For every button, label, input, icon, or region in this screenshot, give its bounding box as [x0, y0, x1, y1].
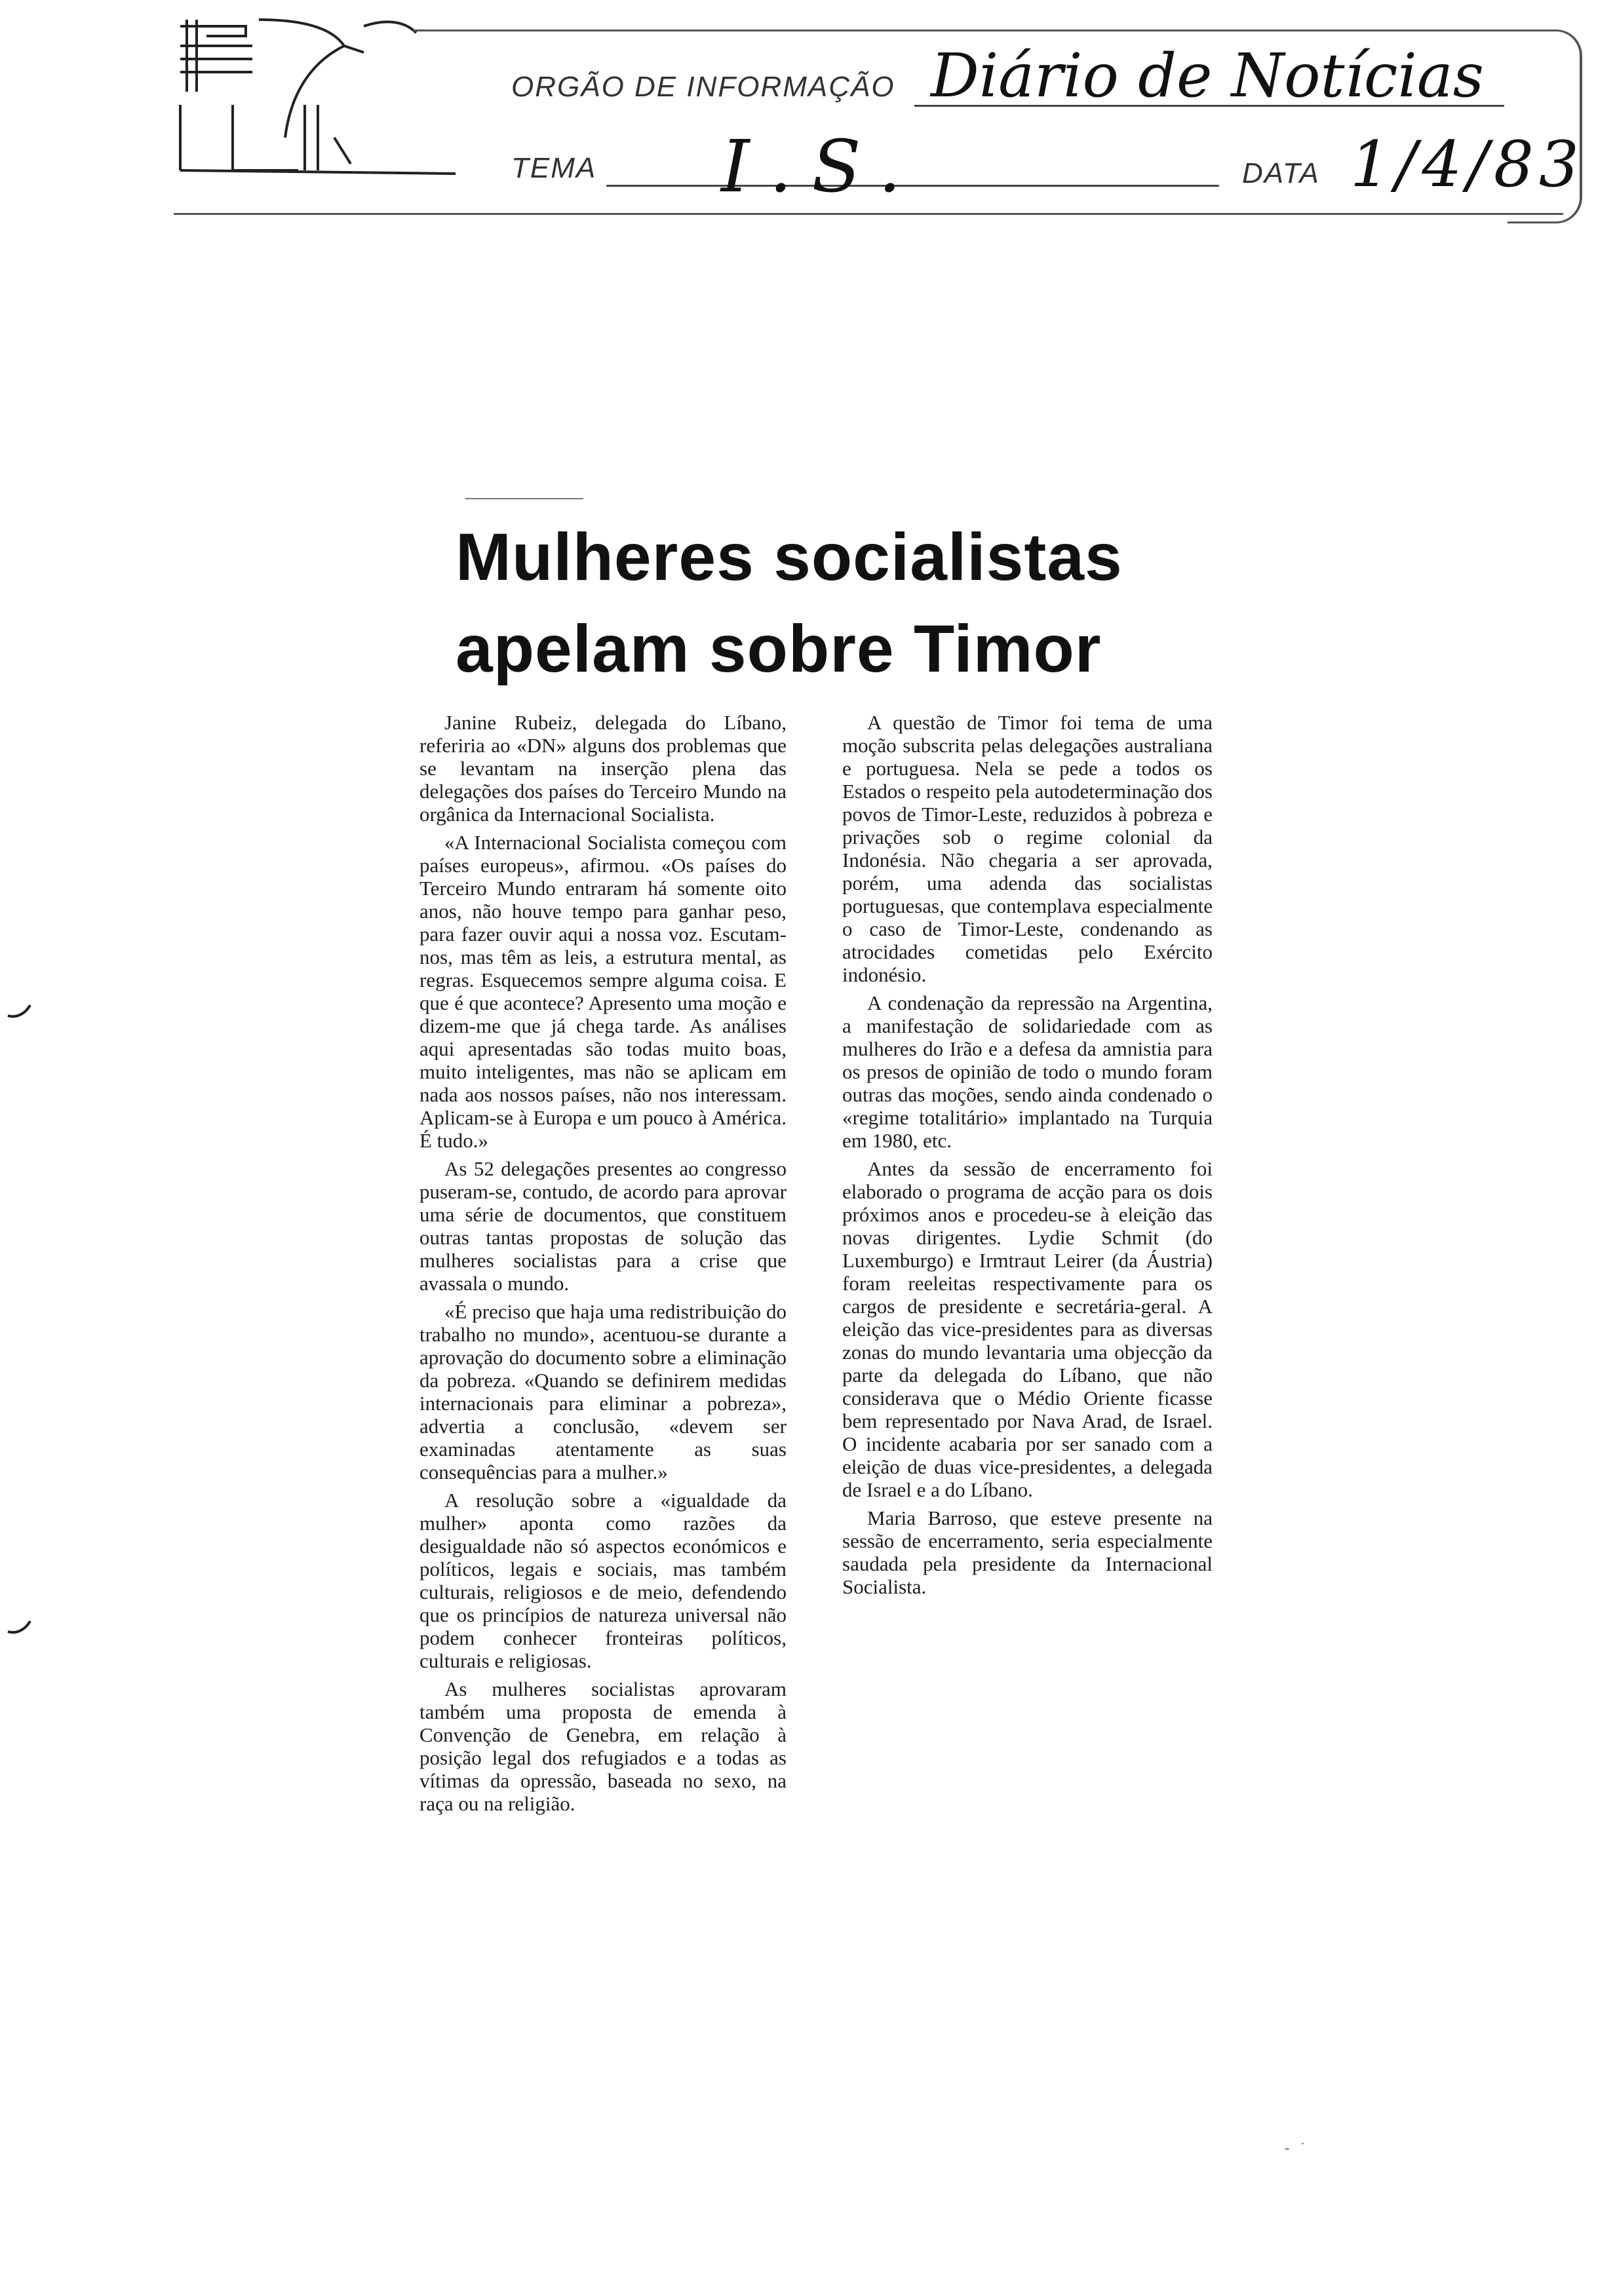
- headline-line-1: Mulheres socialistas: [456, 520, 1123, 594]
- tema-value: I.S.: [721, 124, 921, 208]
- paragraph: A condenação da repressão na Argentina, a manifestação de solidariedade com as mulheres do Irão e a defesa da amnistia para os presos de opinião de todo o mundo foram outras das moções, sendo ainda condenado o «regime totalitário» implantado na Turquia em 1980, etc.: [842, 991, 1213, 1152]
- data-value: 1/4/83: [1350, 128, 1584, 201]
- orgao-value: Diário de Notícias: [931, 41, 1484, 111]
- binder-mark-icon: [7, 1618, 33, 1637]
- scan-specks: - ˙: [1285, 2139, 1306, 2156]
- form-frame: [1508, 29, 1582, 223]
- paragraph: Maria Barroso, que esteve presente na sessão de encerramento, seria especialmente saudada pela presidente da Internacional Socialista.: [842, 1506, 1213, 1598]
- article-column-right: [842, 711, 1213, 1603]
- paragraph: Antes da sessão de encerramento foi elaborado o programa de acção para os dois próximos anos e procedeu-se à eleição das novas dirigentes. Lydie Schmit (do Luxemburgo) e Irmtraut Leirer (da Áustria) foram reeleitas respectivamente para os cargos de presidente e secretária-geral. A eleição das vice-presidentes para as diversas zonas do mundo levantaria uma objecção da parte da delegada do Líbano, que não considerava que o Médio Oriente ficasse bem representado por Nava Arad, de Israel. O incidente acabaria por ser sanado com a eleição de duas vice-presidentes, a delegada de Israel e a do Líbano.: [842, 1157, 1213, 1501]
- paragraph: A resolução sobre a «igualdade da mulher» aponta como razões da desigualdade não só aspectos económicos e políticos, legais e sociais, mas também culturais, religiosos e de meio, defendendo que os princípios de natureza universal não podem conhecer fronteiras políticos, culturais e religiosas.: [419, 1489, 787, 1672]
- data-label: DATA: [1242, 157, 1320, 189]
- tema-label: TEMA: [511, 152, 597, 184]
- paragraph: «A Internacional Socialista começou com países europeus», afirmou. «Os países do Terceiro Mundo entraram há somente oito anos, não houve tempo para ganhar peso, para fazer ouvir aqui a nossa voz. Escutam-nos, mas têm as leis, a estrutura mental, as regras. Esquecemos sempre alguma coisa. E que é que acontece? Apresento uma moção e dizem-me que já chega tarde. As análises aqui apresentadas são todas muito boas, muito inteligentes, mas não se aplicam em nada aos nossos países, não nos interessam. Aplicam-se à Europa e um pouco à América. É tudo.»: [419, 831, 787, 1152]
- paragraph: As 52 delegações presentes ao congresso puseram-se, contudo, de acordo para aprovar uma série de documentos, que constituem outras tantas propostas de solução das mulheres socialistas para a crise que avassala o mundo.: [419, 1157, 787, 1295]
- binder-mark-icon: [7, 1003, 33, 1021]
- paragraph: «É preciso que haja uma redistribuição do trabalho no mundo», acentuou-se durante a aprovação do documento sobre a eliminação da pobreza. «Quando se definirem medidas internacionais para eliminar a pobreza», advertia a conclusão, «devem ser examinadas atentamente as suas consequências para a mulher.»: [419, 1300, 787, 1483]
- paragraph: As mulheres socialistas aprovaram também uma proposta de emenda à Convenção de Genebra, em relação à posição legal dos refugiados e a todas as vítimas da opressão, baseada no sexo, na raça ou na religião.: [419, 1677, 787, 1815]
- article-column-left: [419, 711, 787, 1820]
- headline-line-2: apelam sobre Timor: [456, 611, 1102, 686]
- headline-stroke: [465, 498, 583, 499]
- paragraph: Janine Rubeiz, delegada do Líbano, referiria ao «DN» alguns dos problemas que se levantam na inserção plena das delegações dos países do Terceiro Mundo na orgânica da Internacional Socialista.: [419, 711, 787, 826]
- paragraph: A questão de Timor foi tema de uma moção subscrita pelas delegações australiana e portuguesa. Nela se pede a todos os Estados o respeito pela autodeterminação dos povos de Timor-Leste, reduzidos à pobreza e privações sob o regime colonial da Indonésia. Não chegaria a ser aprovada, porém, uma adenda das socialistas portuguesas, que contemplava especialmente o caso de Timor-Leste, condenando as atrocidades cometidas pelo Exército indonésio.: [842, 711, 1213, 986]
- archive-logo: [167, 7, 456, 183]
- header-rule-bottom: [174, 213, 1563, 215]
- headline: [456, 511, 1242, 695]
- orgao-label: ORGÃO DE INFORMAÇÃO: [511, 71, 895, 103]
- header-rule-top: [413, 29, 1514, 31]
